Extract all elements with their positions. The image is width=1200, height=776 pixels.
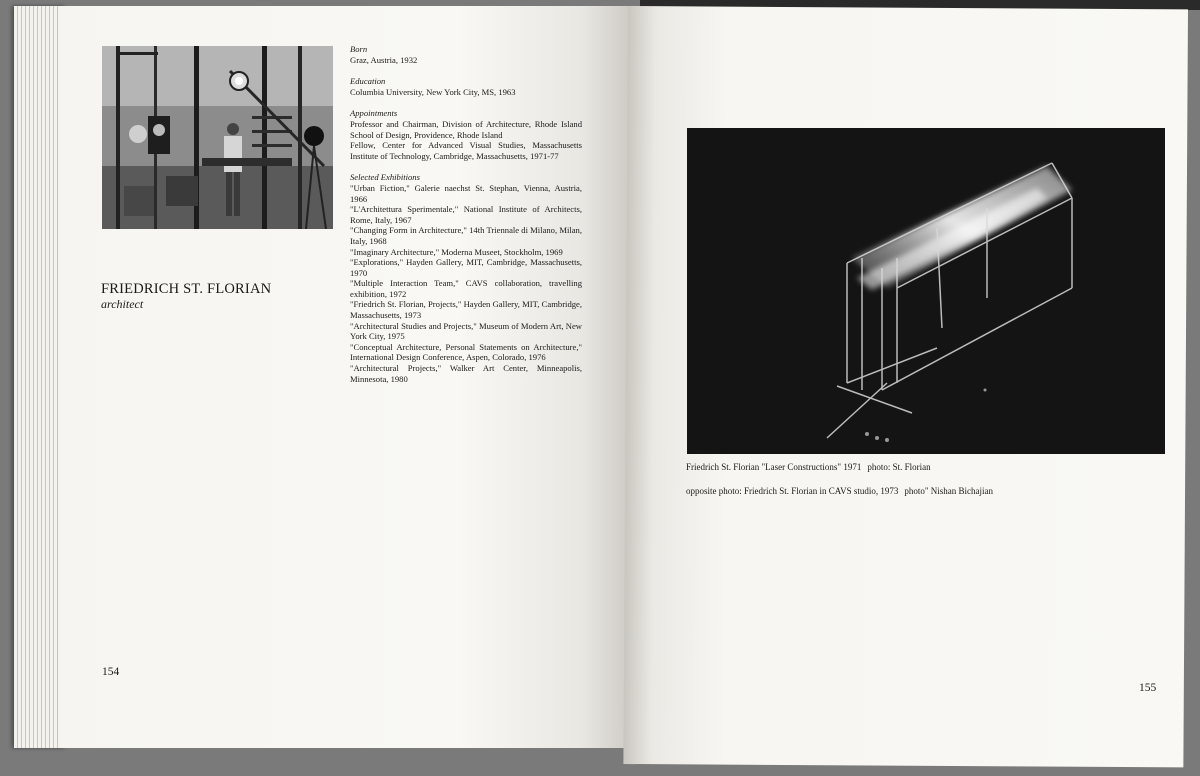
- page-edges: [14, 6, 66, 748]
- exhibition-item: "Urban Fiction," Galerie naechst St. Stephan, Vienna, Austria, 1966: [350, 182, 582, 204]
- studio-photo: [102, 46, 333, 229]
- education-label: Education: [350, 76, 386, 87]
- opposite-photo-caption: [686, 486, 993, 496]
- caption-main: Friedrich St. Florian "Laser Constructions" 1971: [686, 462, 862, 472]
- exhibitions-label: Selected Exhibitions: [350, 172, 420, 183]
- architect-name: FRIEDRICH ST. FLORIAN: [101, 281, 272, 297]
- exhibition-item: "Friedrich St. Florian, Projects," Hayden Gallery, MIT, Cambridge, Massachusetts, 1973: [350, 299, 582, 321]
- biography: [350, 44, 582, 384]
- appointment-item: Fellow, Center for Advanced Visual Studies, Massachusetts Institute of Technology, Cambridge, Massachusetts, 1971-77: [350, 140, 582, 161]
- architect-role: architect: [101, 297, 144, 311]
- exhibition-item: "Multiple Interaction Team," CAVS collaboration, travelling exhibition, 1972: [350, 278, 582, 299]
- exhibition-item: "Changing Form in Architecture," 14th Triennale di Milano, Milan, Italy, 1968: [350, 225, 582, 246]
- exhibition-item: "Architectural Studies and Projects," Museum of Modern Art, New York City, 1975: [350, 320, 582, 342]
- born-label: Born: [350, 44, 368, 54]
- appointments-label: Appointments: [350, 108, 398, 119]
- page-number-right: 155: [1139, 682, 1157, 694]
- exhibition-item: "Architectural Projects," Walker Art Center, Minneapolis, Minnesota, 1980: [350, 363, 582, 384]
- architect-name-block: [101, 281, 271, 311]
- exhibition-item: "Imaginary Architecture," Moderna Museet, Stockholm, 1969: [350, 246, 563, 257]
- caption-credit: photo: St. Florian: [867, 462, 931, 472]
- born-value: Graz, Austria, 1932: [350, 54, 418, 65]
- photo-caption: [686, 462, 931, 472]
- caption-opposite: opposite photo: Friedrich St. Florian in CAVS studio, 1973: [686, 486, 899, 496]
- appointment-item: Professor and Chairman, Division of Architecture, Rhode Island School of Design, Providence, Rhode Island: [350, 118, 582, 140]
- laser-constructions-photo: [687, 128, 1165, 454]
- caption-opposite-credit: photo" Nishan Bichajian: [904, 486, 994, 496]
- exhibition-item: "Conceptual Architecture, Personal Statements on Architecture," International Design Conference, Aspen, Colorado, 1976: [350, 341, 582, 363]
- exhibition-item: "L'Architettura Sperimentale," National Institute of Architects, Rome, Italy, 1967: [350, 204, 582, 225]
- exhibition-item: "Explorations," Hayden Gallery, MIT, Cambridge, Massachusetts, 1970: [350, 257, 582, 278]
- page-number-left: 154: [102, 666, 120, 678]
- education-value: Columbia University, New York City, MS, 1963: [350, 86, 516, 97]
